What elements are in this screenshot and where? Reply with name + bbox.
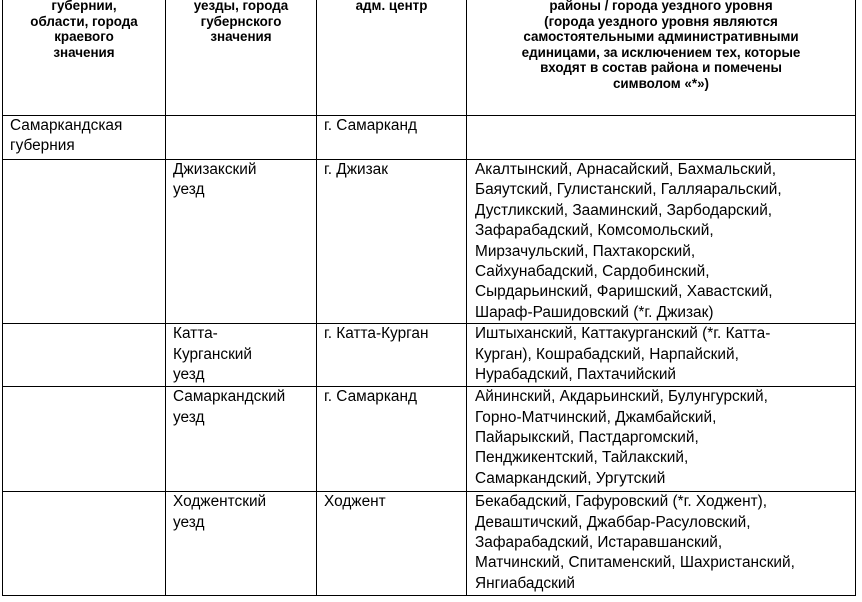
text-line: Горно-Матчинский, Джамбайский, xyxy=(475,408,717,426)
text-line: Сайхунабадский, Сардобинский, xyxy=(475,263,710,281)
header-uyezd xyxy=(166,0,317,116)
text-line: уезд xyxy=(173,366,205,384)
text-line: губерния xyxy=(10,137,75,155)
center-cell: г. Джизак xyxy=(317,160,467,324)
center-cell: Ходжент xyxy=(317,492,467,596)
text-line: области, города xyxy=(30,13,138,29)
region-cell xyxy=(3,492,166,596)
districts-cell xyxy=(467,492,856,596)
region-cell xyxy=(3,116,166,160)
districts-cell xyxy=(467,116,856,160)
text-line: Джизакский xyxy=(173,161,257,178)
text-line: Баяутский, Гулистанский, Галляаральский, xyxy=(475,181,782,199)
text-line: Сырдарьинский, Фаришский, Хавастский, xyxy=(475,283,773,301)
districts-cell xyxy=(467,160,856,324)
text-line: Айнинский, Акдарьинский, Булунгурский, xyxy=(475,388,768,406)
center-cell: г. Самарканд xyxy=(317,116,467,160)
center-cell: г. Самарканд xyxy=(317,387,467,492)
text-line: районы / города уездного уровня xyxy=(549,0,773,13)
districts-cell xyxy=(467,387,856,492)
region-cell xyxy=(3,324,166,387)
text-line: уезды, города xyxy=(193,0,289,13)
districts-cell xyxy=(467,324,856,387)
text-line: значения xyxy=(53,44,115,60)
uyezd-cell xyxy=(166,387,317,492)
table-row xyxy=(3,324,856,387)
text-line: Матчинский, Спитаменский, Шахристанский, xyxy=(475,554,795,572)
text-line: Ходжентский xyxy=(173,493,267,511)
text-line: Катта- xyxy=(173,325,218,343)
center-cell: г. Катта-Курган xyxy=(317,324,467,387)
table-row xyxy=(3,492,856,596)
header-region xyxy=(3,0,166,116)
text-line: Курганский xyxy=(173,345,253,363)
text-line: символом «*») xyxy=(612,75,709,91)
text-line: Дустликский, Зааминский, Зарбодарский, xyxy=(475,201,773,219)
text-line: губернии, xyxy=(51,0,117,13)
text-line: Зафарабадский, Истаравшанский, xyxy=(475,534,723,552)
uyezd-cell xyxy=(166,324,317,387)
text-line: Самаркандский, Ургутский xyxy=(475,469,666,487)
text-line: Мирзачульский, Пахтакорский, xyxy=(475,242,696,260)
text-line: Пайарыкский, Пастдаргомский, xyxy=(475,429,699,447)
region-cell xyxy=(3,387,166,492)
header-center xyxy=(317,0,467,116)
region-cell xyxy=(3,160,166,324)
text-line: Деваштичский, Джаббар-Расуловский, xyxy=(475,513,751,531)
district-table xyxy=(2,0,856,596)
uyezd-cell xyxy=(166,116,317,160)
uyezd-cell xyxy=(166,492,317,596)
text-line: Нурабадский, Пахтачийский xyxy=(475,366,677,384)
text-line: Самаркандский xyxy=(173,388,286,406)
text-line: Акалтынский, Арнасайский, Бахмальский, xyxy=(475,161,776,178)
header-districts xyxy=(467,0,856,116)
text-line: входят в состав района и помечены xyxy=(540,60,782,76)
table-row xyxy=(3,387,856,492)
text-line: уезд xyxy=(173,408,205,426)
uyezd-cell xyxy=(166,160,317,324)
text-line: значения xyxy=(210,29,272,45)
text-line: единицами, за исключением тех, которые xyxy=(521,44,801,60)
text-line: губернского xyxy=(200,13,282,29)
text-line: Бекабадский, Гафуровский (*г. Ходжент), xyxy=(475,493,768,511)
table-row xyxy=(3,160,856,324)
text-line: самостоятельными административными xyxy=(523,29,799,45)
header-row xyxy=(3,0,856,116)
text-line: адм. центр xyxy=(355,0,428,13)
text-line: Пенджикентский, Тайлакский, xyxy=(475,449,689,467)
text-line: уезд xyxy=(173,513,205,531)
text-line: Курган), Кошрабадский, Нарпайский, xyxy=(475,345,739,363)
text-line: Самаркандская xyxy=(10,117,123,134)
table-row xyxy=(3,116,856,160)
text-line: Иштыханский, Каттакурганский (*г. Катта- xyxy=(475,325,771,343)
text-line: уезд xyxy=(173,181,205,199)
text-line: Шараф-Рашидовский (*г. Джизак) xyxy=(475,303,714,321)
text-line: Янгиабадский xyxy=(475,574,576,592)
text-line: Зафарабадский, Комсомольский, xyxy=(475,222,714,240)
text-line: краевого xyxy=(54,29,114,45)
text-line: (города уездного уровня являются xyxy=(544,13,778,29)
